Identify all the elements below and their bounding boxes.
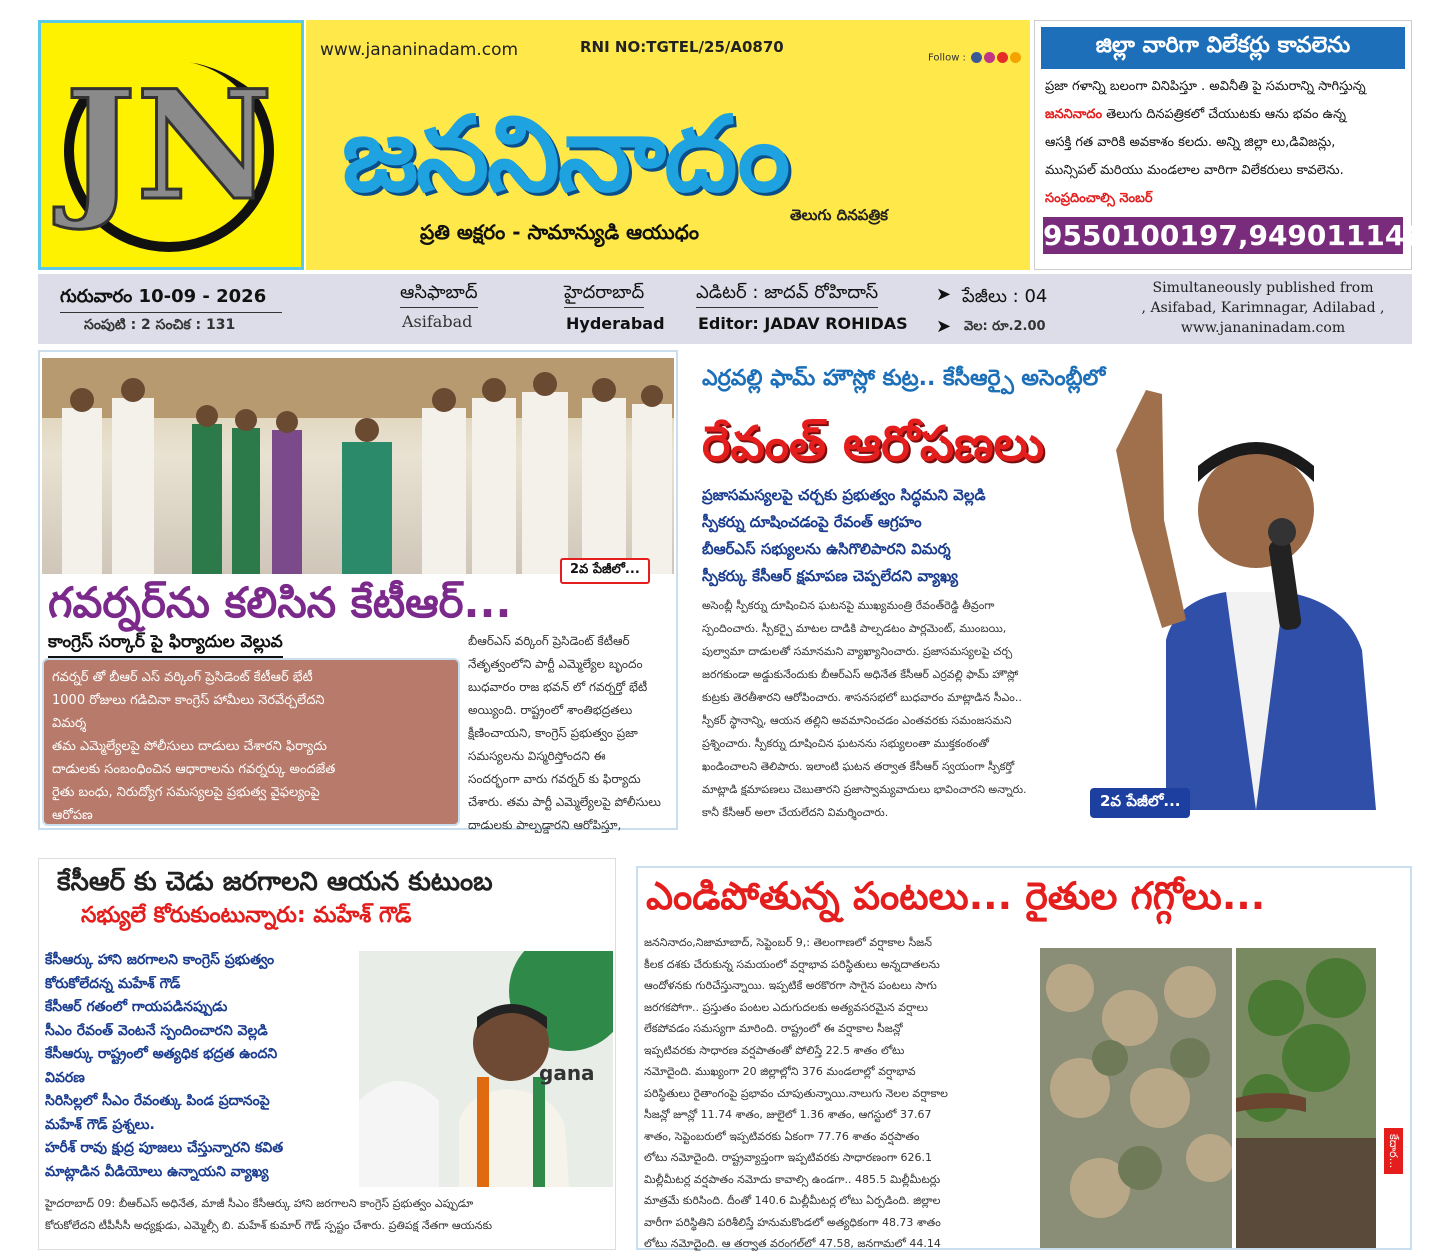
photo-mahesh (359, 951, 613, 1187)
kicker-revanth: ఎర్రవల్లి ఫామ్ హౌస్లో కుట్ర.. కేసీఆర్పై అసెంబ్లీలో (702, 366, 1106, 391)
masthead (306, 20, 1030, 270)
highlight-line: గవర్నర్ తో బీఆర్ ఎస్ వర్కింగ్ ప్రెసిడెంట్ కేటీఆర్ భేటీ (52, 670, 313, 685)
place-hyderabad-en: Hyderabad (566, 314, 665, 333)
body-text-ktr: బీఆర్ఎస్ వర్కింగ్ ప్రెసిడెంట్ కేటీఆర్ నేతృత్వంలోని పార్టీ ఎమ్మెల్యేల బృందం బుధవారం రాజ భవన్ లో గవర్నర్తో భేటీ అయ్యింది. రాష్ట్రంలో శాంతిభద్రతలు క్షీణించాయని, కాంగ్రెస్ ప్రభుత్వం ప్రజా సమస్యలను విస్మరిస్తోందని ఈ సందర్భంగా వారు గవర్నర్ కు ఫిర్యాదు చేశారు. తమ పార్టీ ఎమ్మెల్యేలపై పోలీసులు దాడులకు పాల్పడ్డారని ఆరోపిస్తూ, (468, 634, 661, 832)
ad-body: ప్రజా గళాన్ని బలంగా వినిపిస్తూ . అవినీతి పై సమరాన్ని సాగిస్తున్న జననినాదం తెలుగు దినపత్రికలో చేయుటకు ఆను భవం ఉన్న ఆసక్తి గత వారికి అవకాశం కలదు. అన్ని జిల్లా లు,డివిజన్లు, మున్సిపల్ మరియు మండలాల వారిగా విలేకరులు కావలెను. సంప్రదించాల్సి నెంబర్ (1035, 69, 1411, 217)
pages-count: పేజీలు : 04 (962, 286, 1048, 307)
issue-date: గురువారం 10-09 - 2026 (60, 286, 267, 307)
story-ktr-governor (38, 350, 678, 830)
body-text-mahesh: హైదరాబాద్ 09: బీఆర్ఎస్ అధినేత, మాజీ సీఎం కేసీఆర్కు హాని జరగాలని కాంగ్రెస్ ప్రభుత్వం ఎప్పుడూ కోరుకోలేదని టీపీసీసీ అధ్యక్షుడు, ఎమ్మెల్సీ బి. మహేశ్ కుమార్ గౌడ్ స్పష్టం చేశారు. ప్రతిపక్ష నేతగా ఆయనకు (45, 1197, 493, 1232)
story-drought (636, 866, 1412, 1250)
subhead-mahesh: సభ్యులే కోరుకుంటున్నారు: మహేశ్ గౌడ్ (81, 903, 412, 928)
headline-revanth: రేవంత్ ఆరోపణలు (702, 416, 1045, 472)
bullets-mahesh: కేసీఆర్కు హాని జరగాలని కాంగ్రెస్ ప్రభుత్వం కోరుకోలేదన్న మహేశ్ గౌడ్ కేసీఆర్ గతంలో గాయపడినప్పుడు సీఎం రేవంత్ వెంటనే స్పందించారని వెల్లడి కేసీఆర్కు రాష్ట్రంలో అత్యధిక భద్రత ఉందని వివరణ సిరిసిల్లలో సీఎం రేవంత్కు పిండ ప్రదానంపై మహేశ్ గౌడ్ ప్రశ్నలు. హరీశ్ రావు క్షుద్ర పూజలు చేస్తున్నారని కవిత మాట్లాడిన వీడియోలు ఉన్నాయని వ్యాఖ్య (45, 952, 284, 1180)
photo-cotton-plant (1236, 948, 1376, 1248)
highlight-line: దాడులకు సంబంధించిన ఆధారాలను గవర్నర్కు అందజేత (52, 762, 336, 777)
highlight-line: ఆరోపణ (52, 808, 93, 823)
place-asifabad-te: ఆసిఫాబాద్ (400, 282, 478, 308)
subhead-ktr: కాంగ్రెస్ సర్కార్ పై ఫిర్యాదుల వెల్లువ (48, 632, 283, 658)
newspaper-title: జననినాదం (342, 93, 789, 215)
ad-phone[interactable]: 9550100197,9490111460 (1043, 219, 1444, 252)
story-mahesh-goud (38, 858, 616, 1250)
jn-logo (41, 23, 301, 267)
story-revanth (698, 350, 1412, 820)
date-strip (38, 274, 1412, 344)
simultaneous-note: Simultaneously published from , Asifabad, Karimnagar, Adilabad , www.jananinadam.com (1141, 280, 1385, 336)
place-asifabad-en: Asifabad (402, 312, 473, 331)
photo-revanth (1106, 370, 1412, 810)
place-hyderabad-te: హైదరాబాద్ (564, 282, 644, 308)
arrow-icon: ➤ (936, 316, 952, 337)
rni-number: RNI NO:TGTEL/25/A0870 (580, 38, 784, 56)
headline-drought: ఎండిపోతున్న పంటలు... రైతుల గగ్గోలు... (646, 874, 1266, 918)
website-url[interactable]: www.jananinadam.com (320, 40, 519, 60)
page-ref-tag[interactable]: 2వ పేజీలో... (560, 558, 650, 584)
page-ref-tag[interactable]: 2వ పేజీలో... (1090, 788, 1190, 818)
ad-contact-label: సంప్రదించాల్సి నెంబర్ (1045, 191, 1153, 206)
highlight-line: తమ ఎమ్మెల్యేలపై పోలీసులు దాడులు చేశారని ఫిర్యాదు (52, 739, 327, 754)
volume-issue: సంపుటి : 2 సంచిక : 131 (84, 317, 236, 333)
highlights-box (42, 658, 460, 826)
tagline: ప్రతి అక్షరం - సామాన్యుడి ఆయుధం (420, 220, 699, 244)
ad-heading: జిల్లా వారిగా విలేకర్లు కావలెను (1041, 27, 1405, 69)
editor-te: ఎడిటర్ : జాదవ్ రోహిదాస్ (696, 282, 878, 308)
highlight-line: 1000 రోజులు గడిచినా కాంగ్రెస్ హామీలు నెరవేర్చలేదని (52, 693, 325, 708)
headline-mahesh: కేసీఆర్ కు చెడు జరగాలని ఆయన కుటుంబ (57, 867, 493, 897)
headline-ktr: గవర్నర్‌ను కలిసిన కేటీఆర్... (48, 578, 512, 627)
photo-ktr-governor (42, 358, 674, 574)
share-icon[interactable] (1010, 52, 1021, 63)
price: వెల: రూ.2.00 (964, 319, 1046, 334)
editor-en: Editor: JADAV ROHIDAS (698, 314, 908, 333)
body-text-drought: జననినాదం,నిజామాబాద్, సెప్టెంబర్ 9,: తెలంగాణలో వర్షాకాల సీజన్ కీలక దశకు చేరుకున్న సమయంలో వర్షాభావ పరిస్థితులు అన్నదాతలను ఆందోళనకు గురిచేస్తున్నాయి. ఇప్పటికే అరకొరగా సాగైన పంటలు సాగు జరగకపోగా.. ప్రస్తుతం పంటల ఎదుగుదలకు అత్యవసరమైన వర్షాలు లేకపోవడం సమస్యగా మారింది. రాష్ట్రంలో ఈ వర్షాకాల సీజన్లో ఇప్పటివరకు సాధారణ వర్షపాతంతో పోలిస్తే 22.5 శాతం లోటు నమోదైంది. ముఖ్యంగా 20 జిల్లాల్లోని 376 మండలాల్లో వర్షాభావ పరిస్థితులు రైతాంగంపై ప్రభావం చూపుతున్నాయి.నాలుగు నెలల వర్షాకాల సీజన్లో జూన్లో 11.74 శాతం, జులైలో 1.36 శాతం, ఆగస్టులో 37.67 శాతం, సెప్టెంబరులో ఇప్పటివరకు ఏకంగా 77.76 శాతం వర్షపాతం లోటు నమోదైంది. రాష్ట్రవ్యాప్తంగా ఇప్పటివరకు సాధారణంగా 626.1 మిల్లీమీటర్ల వర్షపాతం నమోదు కావాల్సి ఉండగా.. 485.5 మిల్లీమీటర్లు మాత్రమే కురిసింది. దీంతో 140.6 మిల్లీమీటర్ల లోటు ఏర్పడింది. జిల్లాల వారీగా పరిస్థితిని పరిశీలిస్తే హనుమకొండలో అత్యధికంగా 48.73 శాతం లోటు నమోదైంది. ఆ తర్వాత వరంగల్‌లో 47.58, జనగామలో 44.14 (644, 936, 948, 1250)
photo-dry-crop (1040, 948, 1232, 1248)
bullets-revanth: ప్రజాసమస్యలపై చర్చకు ప్రభుత్వం సిద్ధమని వెల్లడి స్పీకర్ను దూషించడంపై రేవంత్ ఆగ్రహం బీఆర్ఎస్ సభ్యులను ఉసిగొలిపారని విమర్శ స్పీకర్కు కేసీఆర్ క్షమాపణ చెప్పలేదని వ్యాఖ్య (702, 486, 986, 585)
arrow-icon: ➤ (936, 284, 952, 305)
logo-letters: JN (64, 58, 274, 234)
photo-backdrop-text: gana (539, 1061, 595, 1085)
telugu-daily-label: తెలుగు దినపత్రిక (790, 206, 888, 224)
ad-brand: జననినాదం (1045, 107, 1103, 122)
youtube-icon[interactable] (997, 52, 1008, 63)
highlight-line: విమర్శ (52, 716, 87, 731)
follow-label: Follow : (928, 52, 1021, 64)
side-tag[interactable]: కేదార... (1384, 1128, 1403, 1174)
instagram-icon[interactable] (984, 52, 995, 63)
body-text-revanth: అసెంబ్లీ స్పీకర్ను దూషించిన ఘటనపై ముఖ్యమంత్రి రేవంత్‌రెడ్డి తీవ్రంగా స్పందించారు. స్పీకర్పై మాటల దాడికి పాల్పడటం పార్లమెంట్, ముంబయి, పుల్వామా దాడులతో సమానమని వ్యాఖ్యానించారు. ప్రజాసమస్యలపై చర్చ జరగకుండా అడ్డుకునేందుకు బీఆర్ఎస్ అధినేత కేసీఆర్ ఎర్రవల్లి ఫామ్ హౌస్లో కుట్రకు తెరతీశారని ఆరోపించారు. శాసనసభలో బుధవారం మాట్లాడిన సీఎం.. స్పీకర్ స్థానాన్ని, ఆయన తల్లిని అవమానించడం ఎంతవరకు సమంజసమని ప్రశ్నించారు. స్పీకర్ను దూషించిన ఘటనను సభ్యులంతా ముక్తకంఠంతో ఖండించాలని తెలిపారు. ఇలాంటి ఘటన తర్వాత కేసీఆర్ స్వయంగా స్పీకర్తో మాట్లాడి క్షమాపణలు చెబుతారని ప్రజాస్వామ్యవాదులు భావించారని అన్నారు. కానీ కేసీఆర్ అలా చేయలేదని విమర్శించారు. (702, 599, 1027, 819)
highlight-line: రైతు బంధు, నిరుద్యోగ సమస్యలపై ప్రభుత్వ వైఫల్యంపై (52, 785, 320, 800)
reporters-wanted-ad (1034, 20, 1444, 270)
facebook-icon[interactable] (971, 52, 982, 63)
logo-panel (38, 20, 304, 270)
